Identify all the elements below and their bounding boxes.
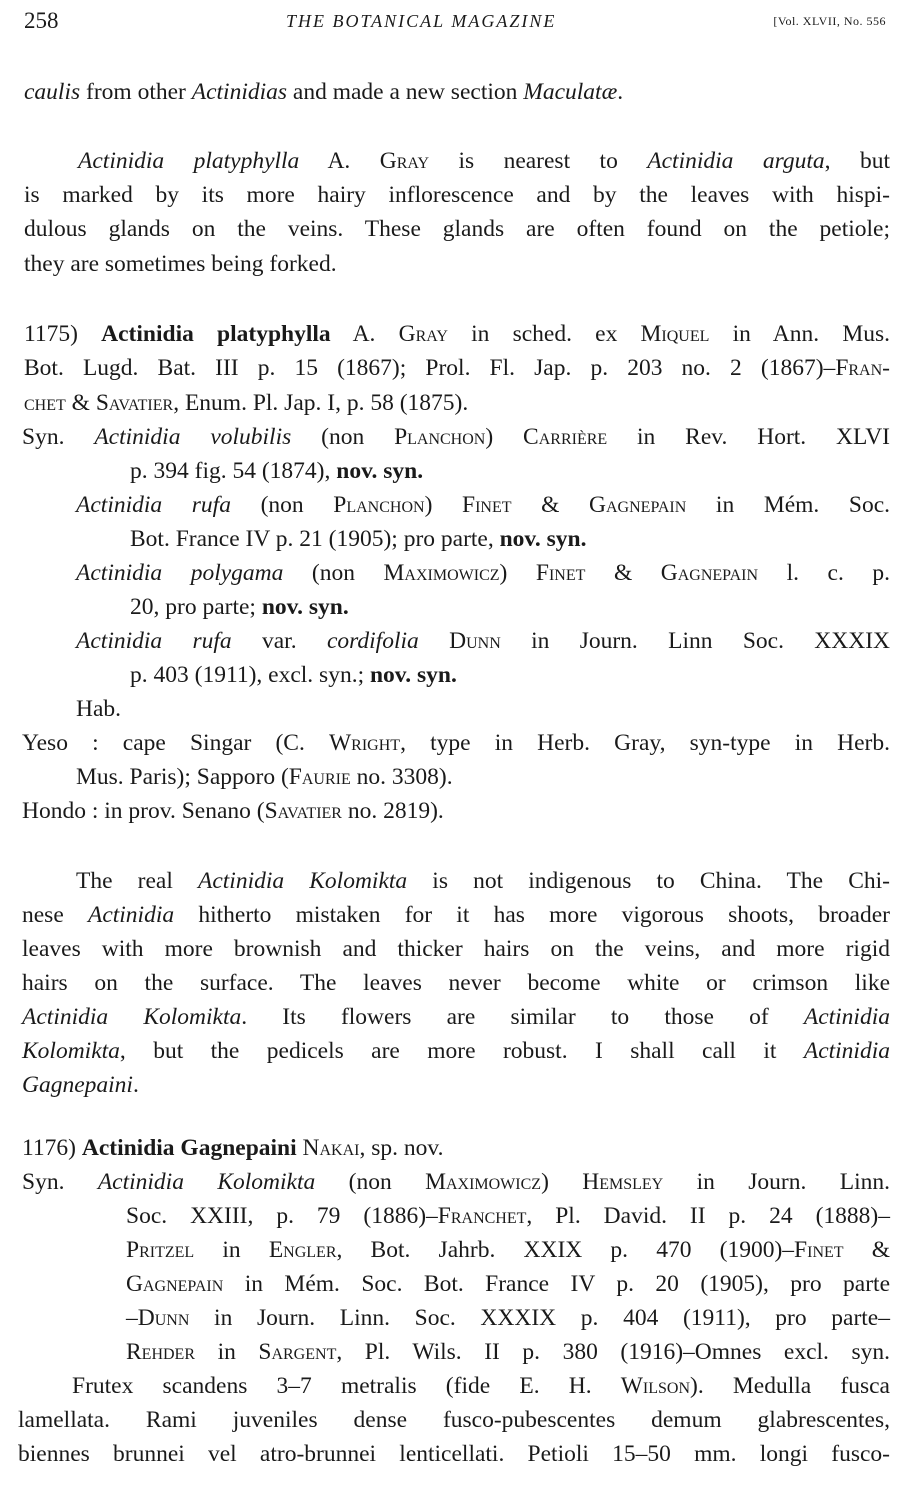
text-line: Actinidia Kolomikta. Its flowers are similar to those of Actinidia	[22, 1004, 890, 1030]
text-line: –Dunn in Journ. Linn. Soc. XXXIX p. 404 (1911), pro parte–	[126, 1305, 890, 1331]
synonym-line: Actinidia rufa (non Planchon) Finet & Gagnepain in Mém. Soc.	[76, 492, 891, 518]
text-line: chet & Savatier, Enum. Pl. Jap. I, p. 58 (1875).	[24, 390, 469, 416]
synonym-line: Syn. Actinidia Kolomikta (non Maximowicz) Hemsley in Journ. Linn.	[22, 1169, 890, 1195]
journal-title: THE BOTANICAL MAGAZINE	[286, 11, 557, 31]
synonym-line: Actinidia rufa var. cordifolia Dunn in Journ. Linn Soc. XXXIX	[76, 628, 891, 654]
text-line: Mus. Paris); Sapporo (Faurie no. 3308).	[76, 764, 453, 790]
text-line: Soc. XXIII, p. 79 (1886)–Franchet, Pl. David. II p. 24 (1888)–	[126, 1203, 890, 1229]
text-line: Frutex scandens 3–7 metralis (fide E. H. Wilson). Medulla fusca	[72, 1373, 890, 1399]
text-line: Gagnepaini.	[22, 1072, 139, 1098]
text-line: lamellata. Rami juveniles dense fusco-pubescentes demum glabrescentes,	[18, 1407, 890, 1433]
text-line: Gagnepain in Mém. Soc. Bot. France IV p. 20 (1905), pro parte	[126, 1271, 890, 1297]
synonym-line: Actinidia polygama (non Maximowicz) Finet & Gagnepain l. c. p.	[76, 560, 890, 586]
text-line: they are sometimes being forked.	[24, 251, 337, 277]
text-line: Bot. Lugd. Bat. III p. 15 (1867); Prol. Fl. Jap. p. 203 no. 2 (1867)–Fran-	[24, 355, 890, 381]
text-line: nese Actinidia hitherto mistaken for it has more vigorous shoots, broader	[22, 902, 890, 928]
text-line: Rehder in Sargent, Pl. Wils. II p. 380 (1916)–Omnes excl. syn.	[126, 1339, 890, 1365]
text-line: Bot. France IV p. 21 (1905); pro parte, nov. syn.	[130, 526, 587, 552]
text-line: p. 394 fig. 54 (1874), nov. syn.	[130, 458, 424, 484]
text-line: hairs on the surface. The leaves never become white or crimson like	[22, 970, 890, 996]
page-header	[24, 8, 886, 38]
page-number: 258	[24, 8, 59, 33]
entry-heading: 1175) Actinidia platyphylla A. Gray in sched. ex Miquel in Ann. Mus.	[24, 321, 890, 347]
text-line: leaves with more brownish and thicker hairs on the veins, and more rigid	[22, 936, 890, 962]
entry-heading: 1176) Actinidia Gagnepaini Nakai, sp. nov.	[22, 1135, 444, 1161]
text-line: biennes brunnei vel atro-brunnei lenticellati. Petioli 15–50 mm. longi fusco-	[18, 1441, 890, 1467]
volume-info: [Vol. XLVII, No. 556	[773, 14, 886, 28]
text-line: Yeso : cape Singar (C. Wright, type in Herb. Gray, syn-type in Herb.	[22, 730, 890, 756]
text-line: p. 403 (1911), excl. syn.; nov. syn.	[130, 662, 457, 688]
text-line: Pritzel in Engler, Bot. Jahrb. XXIX p. 470 (1900)–Finet &	[126, 1237, 891, 1263]
text-line: caulis from other Actinidias and made a new section Maculatæ.	[24, 79, 624, 105]
text-line: The real Actinidia Kolomikta is not indigenous to China. The Chi-	[76, 868, 890, 894]
text-line: 20, pro parte; nov. syn.	[130, 594, 349, 620]
synonym-line: Syn. Actinidia volubilis (non Planchon) Carrière in Rev. Hort. XLVI	[22, 424, 891, 450]
text-line: Hab.	[76, 696, 122, 722]
text-line: is marked by its more hairy inflorescence and by the leaves with hispi-	[24, 182, 890, 208]
text-line: Actinidia platyphylla A. Gray is nearest to Actinidia arguta, but	[78, 148, 890, 174]
text-line: Kolomikta, but the pedicels are more robust. I shall call it Actinidia	[22, 1038, 890, 1064]
text-line: Hondo : in prov. Senano (Savatier no. 2819).	[22, 798, 444, 824]
text-line: dulous glands on the veins. These glands are often found on the petiole;	[24, 216, 890, 242]
